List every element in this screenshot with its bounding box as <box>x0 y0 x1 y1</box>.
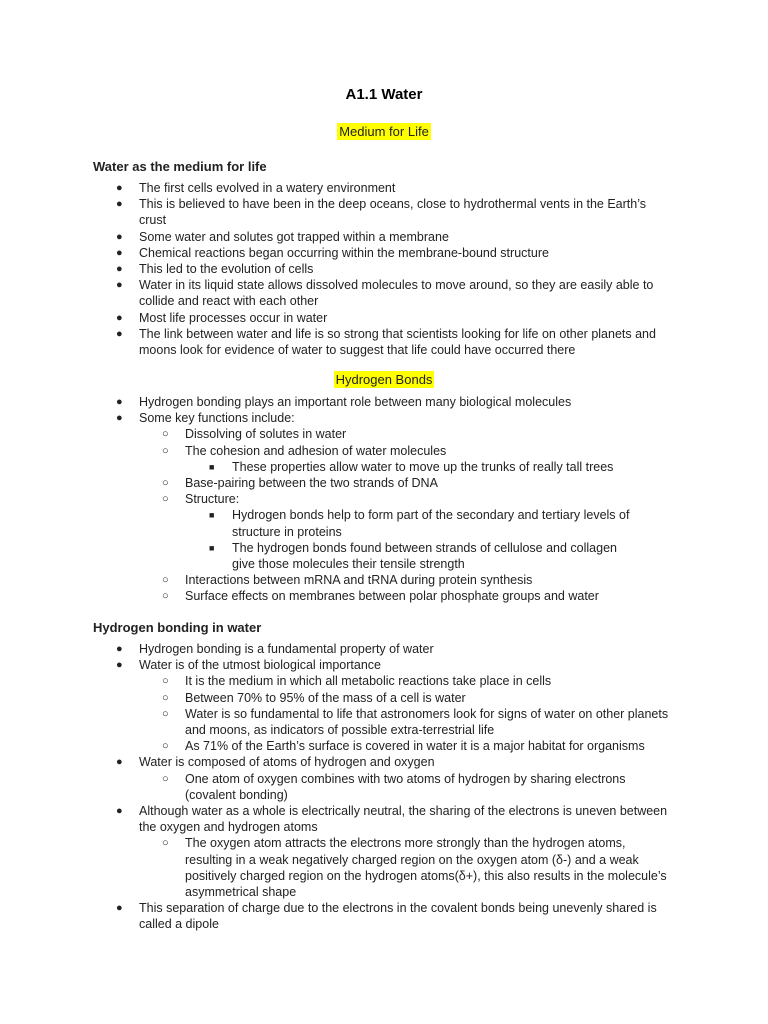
list-item: ○ One atom of oxygen combines with two atoms of hydrogen by sharing electrons (covalent bonding) <box>162 771 626 802</box>
bullet-square-icon: ■ <box>209 510 215 521</box>
list-item: ● Most life processes occur in water <box>116 310 328 325</box>
list-item: ○ Dissolving of solutes in water <box>162 427 347 442</box>
bullet-list-hydrogen-bonds <box>0 394 768 605</box>
list-item: ● This led to the evolution of cells <box>116 262 314 277</box>
list-item: ● Chemical reactions began occurring within the membrane-bound structure <box>116 245 549 260</box>
list-item: ● The link between water and life is so strong that scientists looking for life on other planets and moons look for evidence of water to suggest that life could have occurred there <box>116 326 656 358</box>
bullet-dot-icon: ● <box>116 412 123 425</box>
bullet-dot-icon: ● <box>116 246 123 259</box>
bullet-circle-icon: ○ <box>162 675 169 688</box>
highlighted-heading: Hydrogen Bonds <box>335 372 433 387</box>
document-title: A1.1 Water <box>345 86 423 103</box>
list-item: ○ It is the medium in which all metabolic reactions take place in cells <box>162 674 552 689</box>
bullet-circle-icon: ○ <box>162 574 169 587</box>
bullet-dot-icon: ● <box>116 198 123 211</box>
list-item: ○ Surface effects on membranes between polar phosphate groups and water <box>162 589 599 604</box>
bullet-dot-icon: ● <box>116 659 123 672</box>
bullet-list-hydrogen-bonding-in-water <box>0 641 768 933</box>
bullet-dot-icon: ● <box>116 643 123 655</box>
list-item: ■ These properties allow water to move up the trunks of really tall trees <box>209 459 614 474</box>
bullet-square-icon: ■ <box>209 461 215 472</box>
bullet-circle-icon: ○ <box>162 477 169 490</box>
bullet-circle-icon: ○ <box>162 772 169 785</box>
list-item: ● This is believed to have been in the deep oceans, close to hydrothermal vents in the Earth’s crust <box>116 197 647 228</box>
list-item: ○ Base-pairing between the two strands of DNA <box>162 476 438 491</box>
bullet-dot-icon: ● <box>116 230 123 243</box>
list-item: ● The first cells evolved in a watery environment <box>116 181 396 195</box>
section-heading: Water as the medium for life <box>93 159 267 174</box>
bullet-dot-icon: ● <box>116 263 123 276</box>
bullet-circle-icon: ○ <box>162 428 169 441</box>
list-item: ● Although water as a whole is electrically neutral, the sharing of the electrons is uneven between the oxygen and hydrogen atoms <box>116 804 668 835</box>
section-heading: Hydrogen bonding in water <box>93 620 262 635</box>
list-item: ■ Hydrogen bonds help to form part of the secondary and tertiary levels of structure in proteins <box>209 508 630 539</box>
list-item: ● Water in its liquid state allows dissolved molecules to move around, so they are easily able to collide and react with each other <box>116 278 654 309</box>
bullet-circle-icon: ○ <box>162 837 169 850</box>
bullet-square-icon: ■ <box>209 542 215 553</box>
bullet-dot-icon: ● <box>116 805 123 818</box>
bullet-dot-icon: ● <box>116 756 123 769</box>
list-item: ○ The oxygen atom attracts the electrons more strongly than the hydrogen atoms, resulting in a weak negatively charged region on the oxygen atom (δ-) and a weak positively charged region on the hydrogen atoms(δ+), this also results in the molecule’s asymmetrical shape <box>162 836 667 900</box>
list-item: ● Some key functions include: <box>116 411 295 426</box>
list-item: ○ The cohesion and adhesion of water molecules <box>162 443 447 458</box>
bullet-dot-icon: ● <box>116 311 123 324</box>
list-item: ○ Interactions between mRNA and tRNA during protein synthesis <box>162 573 533 588</box>
bullet-circle-icon: ○ <box>162 740 169 753</box>
bullet-circle-icon: ○ <box>162 590 169 603</box>
bullet-circle-icon: ○ <box>162 691 169 704</box>
section-banner-medium-for-life <box>0 124 768 139</box>
bullet-dot-icon: ● <box>116 182 123 194</box>
list-item: ○ Structure: <box>162 492 240 507</box>
list-item: ● Some water and solutes got trapped within a membrane <box>116 229 449 244</box>
bullet-dot-icon: ● <box>116 902 123 915</box>
highlighted-heading: Medium for Life <box>339 124 429 139</box>
bullet-dot-icon: ● <box>116 396 123 408</box>
list-item: ● Water is of the utmost biological importance <box>116 658 382 673</box>
bullet-circle-icon: ○ <box>162 493 169 506</box>
list-item: ○ As 71% of the Earth’s surface is covered in water it is a major habitat for organisms <box>162 739 645 754</box>
list-item: ○ Between 70% to 95% of the mass of a cell is water <box>162 690 466 705</box>
list-item: ● This separation of charge due to the electrons in the covalent bonds being unevenly shared is called a dipole <box>116 901 657 932</box>
bullet-dot-icon: ● <box>116 279 123 292</box>
list-item: ● Hydrogen bonding plays an important role between many biological molecules <box>116 395 572 409</box>
bullet-dot-icon: ● <box>116 327 123 340</box>
list-item: ○ Water is so fundamental to life that astronomers look for signs of water on other planets and moons, as indicators of possible extra-terrestrial life <box>162 706 669 738</box>
bullet-circle-icon: ○ <box>162 444 169 457</box>
list-item: ■ The hydrogen bonds found between strands of cellulose and collagen give those molecules their tensile strength <box>209 540 617 572</box>
section-banner-hydrogen-bonds <box>0 372 768 387</box>
list-item: ● Water is composed of atoms of hydrogen and oxygen <box>116 755 435 770</box>
bullet-circle-icon: ○ <box>162 707 169 720</box>
list-item: ● Hydrogen bonding is a fundamental property of water <box>116 642 434 656</box>
bullet-list-medium-for-life <box>0 180 768 358</box>
